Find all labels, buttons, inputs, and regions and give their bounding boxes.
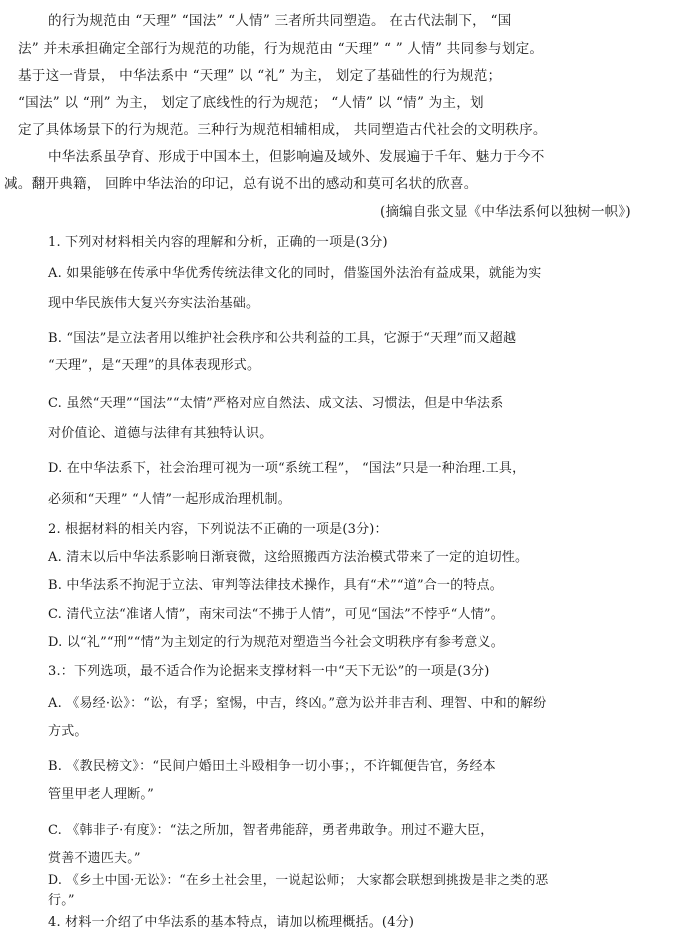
q1-option-a-line1: A. 如果能够在传承中华优秀传统法律文化的同时，借鉴国外法治有益成果，就能为实 <box>48 266 542 281</box>
q2-option-a: A. 清末以后中华法系影响日渐衰微，这给照搬西方法治模式带来了一定的迫切性。 <box>48 550 529 565</box>
passage-line-1: 的行为规范由 “天理” “国法” “人情” 三者所共同塑造。 在古代法制下， “国 <box>48 13 512 29</box>
passage-line-7: 减。翻开典籍， 回眸中华法治的印记，总有说不出的感动和莫可名状的欣喜。 <box>4 176 478 192</box>
q1-option-b-line2: “天理”，是“天理”的具体表现形式。 <box>48 358 261 373</box>
passage-line-5: 定了具体场景下的行为规范。三种行为规范相辅相成， 共同塑造古代社会的文明秩序。 <box>18 122 547 138</box>
q3-option-b-line1: B. 《教民榜文》：“民间户婚田土斗殴相争一切小事；，不许辄便告官，务经本 <box>48 759 496 774</box>
q3-option-b-line2: 管里甲老人理断。” <box>48 787 154 802</box>
q2-option-d: D. 以“礼”“刑”“情”为主划定的行为规范对塑造当今社会文明秩序有参考意义。 <box>48 635 504 650</box>
q2-option-b: B. 中华法系不拘泥于立法、审判等法律技术操作，具有“术”“道”合一的特点。 <box>48 578 504 593</box>
q3-option-c-line2: 赏善不遗匹夫。” <box>48 851 141 866</box>
question-4-stem: 4. 材料一介绍了中华法系的基本特点，请加以梳理概括。(4分) <box>48 915 415 930</box>
q3-option-a-line2: 方式。 <box>48 724 88 739</box>
q1-option-c-line2: 对价值论、道德与法律有其独特认识。 <box>48 426 273 441</box>
question-1-stem: 1. 下列对材料相关内容的理解和分析，正确的一项是(3分) <box>48 235 388 250</box>
q3-option-c-line1: C. 《韩非子·有度》：“法之所加，智者弗能辞，勇者弗敢争。刑过不避大臣， <box>48 823 494 838</box>
q1-option-c-line1: C. 虽然“天理”“国法”“太情”严格对应自然法、成文法、习惯法，但是中华法系 <box>48 396 504 411</box>
source-citation: (摘编自张文显《中华法系何以独树一帜》) <box>380 204 631 220</box>
q1-option-d-line1: D. 在中华法系下，社会治理可视为一项“系统工程”， “国法”只是一种治理.工具， <box>48 461 526 476</box>
question-2-stem: 2. 根据材料的相关内容，下列说法不正确的一项是(3分)： <box>48 522 388 537</box>
q1-option-b-line1: B. “国法”是立法者用以维护社会秩序和公共利益的工具，它源于“天理”而又超越 <box>48 331 517 346</box>
passage-line-3: 基于这一背景， 中华法系中 “天理” 以 “礼” 为主， 划定了基础性的行为规范； <box>18 68 502 84</box>
q1-option-d-line2: 必须和“天理” “人情”一起形成治理机制。 <box>48 492 291 507</box>
q3-option-a-line1: A. 《易经·讼》：“讼，有孚；窒惕，中吉，终凶。”意为讼并非吉利、理智、中和的解纷 <box>48 696 547 711</box>
q1-option-a-line2: 现中华民族伟大复兴夯实法治基础。 <box>48 296 260 311</box>
passage-line-2: 法” 并未承担确定全部行为规范的功能，行为规范由 “天理” “ ” 人情” 共同参与划定。 <box>18 41 544 57</box>
q3-option-d-line2: 行。” <box>48 893 75 908</box>
q3-option-d-line1: D. 《乡土中国·无讼》：“在乡土社会里，一说起讼师； 大家都会联想到挑拨是非之类的恶 <box>48 872 549 887</box>
passage-line-6: 中华法系虽孕育、形成于中国本土，但影响遍及域外、发展遍于千年、魅力于今不 <box>48 149 545 165</box>
q2-option-c: C. 清代立法“准诸人情”，南宋司法“不拂于人情”，可见“国法”不悖乎“人情”。 <box>48 607 504 622</box>
passage-line-4: “国法” 以 “刑” 为主， 划定了底线性的行为规范； “人情” 以 “情” 为主，划 <box>18 95 484 111</box>
question-3-stem: 3.：下列选项，最不适合作为论据来支撑材料一中“天下无讼”的一项是(3分) <box>48 664 490 679</box>
